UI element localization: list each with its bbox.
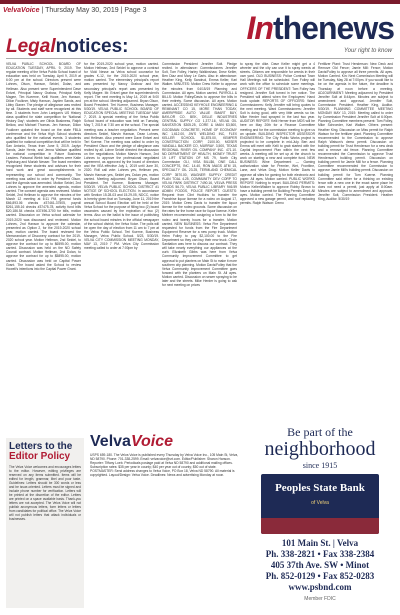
- ribbon-page: Page 3: [124, 7, 147, 14]
- velva-voice-info-box: [90, 433, 240, 609]
- bank-line-4: Ph. 852-0129 • Fax 852-0283: [265, 571, 375, 581]
- bank-name: Peoples State Bank: [275, 482, 365, 494]
- velva-voice-body: USPS 659-180. The Velva Voice is published every Thursday by Velva Voice Inc., 105 Main St, Velva, ND 58790. Phone: 701-338-2599. Email: velvavoice@srt.com. Editor/Publisher: Sharon Hanson. Reporter: Tiffany Loeb. Periodicals postage paid at Velva ND 58790 and additional mailing offices. Subscription rates: $35 per year in county; $40 per year out of county; $50 out of state. POSTMASTER: Send address changes to Velva Voice, PO Box 18, Velva ND 58790. All material is copyrighted. Layout/Design: Velva Voice. Deadlines: News and advertising Monday at noon.: [90, 453, 239, 478]
- legal-column-1-text: VELVA PUBLIC SCHOOL BOARD OF EDUCATION TUESDAY, APRIL 9, 2019. The regular meeting of the Velva Public School board of education was held on Tuesday, April 9, 2019 at 6:00 pm at the school. Directors present were Lohnes, Olson, Hanson, Seidel, Dolan, and Hellman. Also present were Superintendent Dave Entzel, Principal Nancy Grabow, Principal Kelly Magee, Tim Kueerne, Kelli Howe, Jen Hanson, Dillon Foulkner, Misty Hanson, Jayden Sands, and Libby Glaner. The pledge of allegiance was recited by all. Students and staff were recognized at this time. 3 students from John Lanigan's US History class qualified for state competition for 'National History Day'; students are Olivia Buskness, Ralph Bellow, and Michael Thomas. Jen Hanson, Dillon Foulkner updated the board on the state FBLA conference and the Velva High School students who qualified for the national events. 3 students qualified for national competition that will be held in San Antonio, Texas from June 5, 2019. Jaylyn Sands, Jade Hentz, and Jenna Wallace qualified for national competition in Future Business Leaders. Paisonal Webb had qualifiers were Katie Flydsburg and Moriah Nesser. The board members recognized these students and advisors for their hard work and great accomplishments in representing our school and community. The meeting was called to order by President Olson, and the Agenda was amended. Motion Seidel, 2nd Lohnes to approve the amended agenda, motion carried. The consent agenda was reviewed. Motion Seidel, 2nd Hellman to approve the minutes of the March 12 meeting at 6:11 PM, general funds $66,893.06 checks #37461-37505, payroll $261,155.16 checks #37475-78, activity fund bills $20,186.54 checks #37496-3700 for bills, motion carried. Discussion on Velva school calendar for 2019-2020 was discussed and reviewed. Motion Lohnes, 2nd Hanson to approve the calendar, presented as Option 2, for the 2019-2020 school year, motion carried. The board reviewed the Memorandum of Discovery contract for the 2019-2020 school year. Motion Hellman, 2nd Seidel, to approve the contract for up to $6595.00, motion carried. Discussion was held on the ND Safety Council contract. Motion Hellman, 2nd Dolan, to approve the contract for up to $5895.00, motion carried. Discussion was held on Capital Power Grant. The board asked the School to review Howell's intentions into the Capital Power Grant.: [6, 62, 81, 271]
- legal-notices-heading: [6, 36, 128, 58]
- legal-column-4: [240, 62, 315, 420]
- legal-column-2-text: for the 2019-2020 school year, motion carried. Motion Hellman, 2nd Seidel to approve a contract for Vicki Nesse as Velva school counselor for grades K-12, for the 2019-2020 school year, motion carried. The elementary principal's report was presented by Nancy Grabow and the secondary principal's report was presented by Kelly Magee. Mr. Entzel gave the superintendent's report. The next meeting is May 14, 2019 at 5:00 pm at the school. Meeting adjourned. Bryan Olson, Board President. Teri Kuerne, Business Manager. 5/30/19. VELVA PUBLIC SCHOOL BOARD OF EDUCATION SPECIAL MEETING TUESDAY MAY 7, 2019. A special meeting of the Velva Public School board of education was held on Tuesday, May 7, 2019 at 7:30 am at the school. The special meeting was a teacher negotiation. Present were directors Seidel, Marvin Hanson, Dean Lohnes, and Hellman. Also present were Dave Entzel and Teri Kuerne. The meeting was called to order by President Olson and the pledge of allegiance was recited by all. Lohne Seidel directed the discussion on the negotiations. Motion Marvin Hanson, 2nd Lohnes to approve the professional negotiated agreement, as approved by the board of directors and the VEA effective July 1, 2019 until June 30, 2020. Roll call vote: Lohnes yes, Hellman yes, Marvin Hanson yes, Seidel yes, Dolan yes, motion carried. Meeting adjourned. Bryan Olson, Board President. Teri Kuerne, Business Manager. 5/30/19. VELVA PUBLIC SCHOOL DISTRICT #1 NOTICE OF SCHOOL ELECTION. In accordance with Section 15.28-03 and 15.29-05, NDCC, notice is hereby given that on Tuesday, June 11, 2019 the annual School Board Election will be held at the Velva School for the purpose of filling two (2) board vacancies caused by the expiration of two (2) terms. Also on the ballot is the issue of publishing the school board minutes in the official newspaper of the school district, the Velva Voice. The polls will be open the day of election from 11 am to 7 pm at the Velva Public School. Teri Kuerne, Business Manager, Velva Public School. 5/23, 5/30/19. VELVA CITY COMMISSION MEETING MONDAY, MAY 13, 2019 7 PM. Velva City Commission meeting called to order at 7:00pm by: [84, 62, 159, 251]
- bank-website[interactable]: www.psbnd.com: [288, 582, 352, 592]
- letters-title-2: Editor Policy: [9, 451, 71, 462]
- bank-slogan: of Velva: [311, 500, 329, 506]
- bank-line-2: Ph. 338-2821 • Fax 338-2384: [265, 549, 375, 559]
- legal-column-2: [84, 62, 159, 428]
- legal-column-4-text: to spray the dike. Dave Keller might get a 4 wheeler and the city can use it to spray weeds at streets. Citizens are responsible for weeds in their own yard. OLD BUSINESS: Police Contract Town Hall Meetings will be scheduled. Tom Folley will work with the office to schedule some meetings. OFFICERS OF THE PRESIDENT: Tom Folley has resigned. Jennifer Solt turned in her notice. The President will attend when the Employees' Hand book update. REPORTS OF OFFICERS: Ward Commissioners: Kelly Jennifer will bring quotes to the next meeting. Ward Commissioners: Jennifer Solt is doing good, with very little weeds so far. Mike Herder had sprayed in the last two year. AUDITOR REPORT: Kelli Herner from MDS will be here on May 20th for a Finance Committee meeting and for the commission meeting to give us an update. BUILDING INSPECTOR ASSESSOR ENGINEERING: The City Public Works project is projected to be complete in mid-July. Ben and Emma will meet with Kelli to grab started with the Capital Improvement Plan within the next few weeks. A meeting will be set up at the church to work on starting a new and complete fund. NEW BUSINESS: Wine Department — Gaming authorization slate for Premier, Wet, Frontline, Lane, and Velva Drug. Motion Keller Davis to approve all sites for gaming for both electronic and paper. All ayes. Motion carried. PUBLIC WORKS REPORT: Nothing to report. BUILDING PERMITS: Motion Keller/Walker to approve Robby Brown to have a building permit for Building Permits Dept. All ayes. Motion carried. The Planning Committee approved a new garage permit, and roof replacing permits. Ralph Watson: Demo: [240, 62, 315, 206]
- masthead-rest: thenews: [272, 10, 394, 46]
- bank-advertisement: [245, 425, 395, 610]
- letters-body: The Velva Voice welcomes and encourages letters to the editor. However, editing privileges are reserved on any items submitted. Items will be edited for length, grammar, libel and poor taste. Guidelines: Letters should be 300 words or less and be issue-oriented. Letters must be signed and include phone number for verification. Letters will be printed at the discretion of the editor. Letters are printed on a space available basis. Thank-you letters are not accepted. The Velva Voice will not publish anonymous letters, form letters or letters from candidates for political office. The Velva Voice will not publish letters that attack individuals or businesses.: [9, 465, 81, 521]
- bank-line-3: 405 37th Ave. SW • Minot: [270, 560, 370, 570]
- legal-column-3-text: Commission President Jennifer Solt. Pledge recited. In attendance: Commissioners Jennifer Solt, Tom Folley, Harley Walkinshaw, Drew Keller, Ben Diaz and Mary Le Garis. Also in attendance: Heather King, Kelly Sandrud, Emma Keller, Kari Walker. MINUTES: Motion Drew Keller to approve the minutes from 04/15/19 Planning and Commission. All ayes. Motion carried. PAYROLL & BILLS: Motion Folley/Davis to approve the bills in their entirety. Some discussion. All ayes. Motion carried. ACCESSING KEYHOLE ENGINEERING & REMINANT CO 15, MORE THAN TODAY, AMERIPRIDE AUTO VALUE SMART BUY, BAYLOR CO. BEK, DELLE INDUSTRIES CENTRAL SUPPLY CO 1,377.16, VELVA OIL SANITATION $305.25, CORE & MAIN $3,500, GOODMAN CONCRETE, HOME OF ECONOMY INC 1,612.00, JW'S WELDING INC, FLEX KELLER SCHOOL $1,875.00, KEMPER CONSTRUCTION CORP, 2100.00, MOSER VANDALL BACKER CO, MURRAY. 3,500, TEXAS REGIONAL RIVER OIL COMPANY INC. 471.10. ND DEPARTMENT OF HEALTH, MONEY TRUST 19 LIFT STATION OF MS 79, North City Commission OLI, VISA BILL$6, ONE CALL CONCEPTS, INC. 14.40, RON MAGS ATM 15, SPECIALTY OIL 23.25, TERMLAND CHEMICAL CORP 3570.00, WAGNER SUPPLY CREDIT PLAN TOAL 4.25, COMMUNITY DEV CORP TO VELVA PARK DISTRICT 7490.16, VELVA PRESS FOODS 56.70, VELVA PUBLIC LIBRARY 946.59 ADMIN FOODS, POLICE REPORT. GUESTS: Request from Clint Hudkins to transfer the Franchise liquor license for a rodeo on August 17, 2019. Motion Drew Davis to transfer the liquor license for the rodeo grounds. Some discussion on the rates for the horse race for liquor license. Keller Meitner recommended cosigning a form to list the rodeo and twenty hours for a transfer. Motion carried. NEW BUSINESS: Velva Fire Department requested for funds from the Fire Department Equipment Reserve for a new pump truck. Motion Helm Folley to pay $2,100.00 to the Fire Department so they can buy their new truck. Circle Sanitation was here to discuss our contract. They will take nearly everything our appliances at the curb. Elizabeth Gibbs was here from Velva Community Improvement Committee to get approval to put planters on Main St to make it more southern city planning. Motion Davis/Folley that the Velva Community Improvement Committee goes forward with the planters on Main St. All ayes. Motion carried. Discussion on sewer spraying to be later and the streets. Mike Herder is going to ask for next meeting on prices: [162, 62, 237, 288]
- logo-part-a: Velva: [90, 433, 131, 450]
- letters-title-1: Letters to the: [9, 441, 73, 452]
- logo-part-b: Voice: [130, 433, 174, 450]
- ad-headline-3: since 1915: [302, 461, 338, 470]
- legal-column-5-text: Fertilizer Plant: Trust Henderson: New Deck and Remove Old Fence; Jamie Mill: Fence; Motion Davis/Folley to approve all three permits. All ayes. Motion Carried. Kin: Next Commission Meeting will be Tuesday, May 28 at 7:00pm. If you would like to be on the agenda in the future, the deadline is Thursday at noon before a meeting. ADJOURNMENT: Meeting adjourned by President Jennifer Solt at 8:44pm. Minutes are subject to amendment and approval. Jennifer Solt, Commission President. Heather King, Auditor. 5/30/19. PLANNING COMMITTEE MEETING MONDAY MAY 13, 2019. Meeting called to order by Commission President Jennifer Solt at 6:00pm. Planning Committee members present: Tom Folley, Mike Schroeder, Kari Walker. Others present: Heather King. Discussion on Miss permit for Ralph Watson for the fertilizer plant. Planning Committee recommended to the Commission to approve Ralph Watson's demo permit. Discussion on building permit for Trust Henderson for a new deck and a remove old fence. Planning Committee recommended the Commission to approve Trust Henderson's building permit. Discussion on building permit for Jamie Mill for a fence. Planning Committee recommended the Commission to approve Jamie Mill's building permit. Discussion on building permit for Tom Kuerne. Planning Committee said either for a thinking on existing fence with a new one in the exact same place he does not need a permit, just apply at 8:00am. Minutes are subject to amendment and approval. Jennifer Solt, Commission President. Heather King, Auditor. 5/30/19: [318, 62, 393, 202]
- ad-headline-1: Be part of the: [287, 425, 353, 439]
- ribbon-date: Thursday May 30, 2019: [45, 7, 119, 14]
- bank-contact-info: [245, 538, 395, 593]
- legal-heading-a: Legal: [6, 36, 56, 57]
- in-the-news-masthead: [247, 10, 394, 47]
- header-rule: [6, 58, 394, 59]
- page-ribbon: VelvaVoice | Thursday May 30, 2019 | Page 3: [3, 7, 147, 14]
- legal-column-3: [162, 62, 237, 428]
- legal-column-1: [6, 62, 81, 432]
- bank-line-1: 101 Main St. | Velva: [281, 538, 359, 548]
- bank-sign-image: [261, 474, 379, 534]
- legal-heading-b: notices:: [55, 36, 129, 57]
- velva-voice-logo: [90, 433, 240, 451]
- ad-headline-2: neighborhood: [264, 438, 376, 460]
- ribbon-publication-2: Voice: [21, 7, 40, 14]
- masthead-in: In: [246, 10, 273, 46]
- fdic-notice: Member FDIC: [304, 596, 336, 602]
- tagline: Your right to know: [343, 48, 392, 54]
- sign-base: [261, 518, 379, 534]
- letters-policy-box: [6, 438, 84, 608]
- ribbon-publication: Velva: [3, 7, 22, 14]
- legal-column-5: [318, 62, 393, 420]
